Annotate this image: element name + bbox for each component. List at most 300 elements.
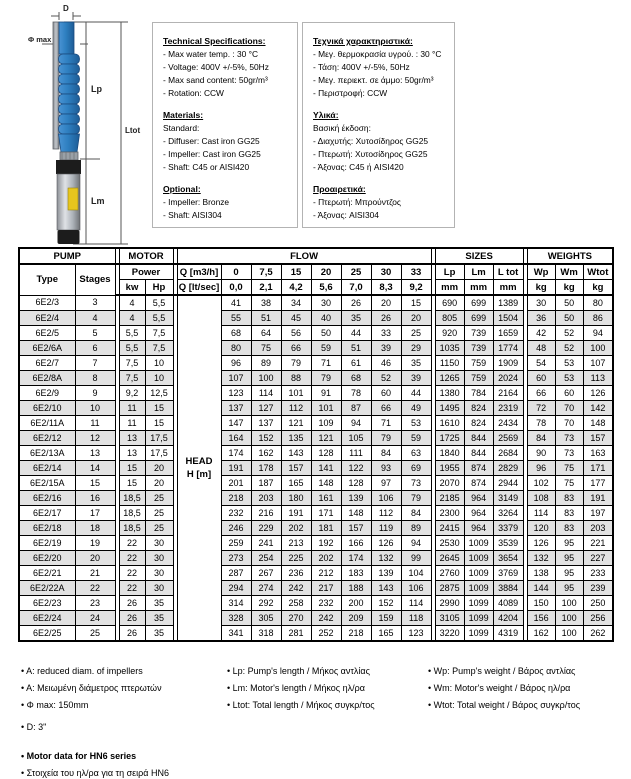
weight-value-cell: 53: [555, 371, 583, 386]
head-value-cell: 141: [311, 461, 341, 476]
kw-cell: 11: [119, 401, 145, 416]
weight-value-cell: 250: [583, 596, 613, 611]
head-value-cell: 29: [401, 341, 431, 356]
head-value-cell: 105: [341, 431, 371, 446]
spec-line: - Max water temp. : 30 °C: [163, 49, 259, 59]
weight-value-cell: 83: [555, 506, 583, 521]
spec-line: - Άξονας: AISI304: [313, 210, 379, 220]
head-value-cell: 101: [281, 386, 311, 401]
head-value-cell: 107: [221, 371, 251, 386]
head-value-cell: 41: [221, 295, 251, 311]
section-gap: [173, 596, 177, 611]
head-value-cell: 34: [281, 295, 311, 311]
weight-value-cell: 94: [583, 326, 613, 341]
size-value-cell: 874: [464, 461, 493, 476]
footnote-item: • Wp: Pump's weight / Βάρος αντλίας: [428, 663, 580, 680]
head-value-cell: 100: [251, 371, 281, 386]
size-value-cell: 2944: [493, 476, 523, 491]
weight-value-cell: 233: [583, 566, 613, 581]
pump-type-cell: 6E2/22A: [19, 581, 75, 596]
hp-cell: 25: [145, 521, 173, 536]
size-value-cell: 3105: [435, 611, 464, 626]
weight-value-cell: 90: [527, 446, 555, 461]
weight-value-cell: 108: [527, 491, 555, 506]
head-value-cell: 119: [371, 521, 401, 536]
head-value-cell: 164: [221, 431, 251, 446]
head-value-cell: 143: [281, 446, 311, 461]
technical-specs-box-en: [152, 22, 298, 228]
size-value-cell: 3379: [493, 521, 523, 536]
flow-ltsec-label: Q [lt/sec]: [177, 280, 221, 296]
table-row: [19, 476, 613, 491]
hp-cell: 5,5: [145, 311, 173, 326]
hp-cell: 5,5: [145, 295, 173, 311]
spec-line: - Max sand content: 50gr/m³: [163, 75, 268, 85]
weight-value-cell: 138: [527, 566, 555, 581]
size-value-cell: 964: [464, 491, 493, 506]
head-value-cell: 180: [281, 491, 311, 506]
footnote-item: • Στοιχεία του ηλ/ρα για τη σειρά HN6: [21, 765, 169, 779]
pump-type-cell: 6E2/11A: [19, 416, 75, 431]
section-gap: [173, 551, 177, 566]
table-row: [19, 326, 613, 341]
kw-cell: 15: [119, 461, 145, 476]
head-value-cell: 213: [281, 536, 311, 551]
head-value-cell: 232: [221, 506, 251, 521]
size-value-cell: 1099: [464, 596, 493, 611]
size-value-cell: 1725: [435, 431, 464, 446]
head-value-cell: 87: [341, 401, 371, 416]
size-value-cell: 1380: [435, 386, 464, 401]
spec-line: - Διαχυτής: Χυτοσίδηρος GG25: [313, 136, 429, 146]
pump-diagram: [28, 2, 160, 248]
weight-value-cell: 177: [583, 476, 613, 491]
stages-cell: 14: [75, 461, 115, 476]
head-value-cell: 305: [251, 611, 281, 626]
section-gap: [173, 581, 177, 596]
spec-block: [163, 35, 289, 100]
size-value-cell: 1009: [464, 536, 493, 551]
weight-value-cell: 113: [583, 371, 613, 386]
spec-line: - Impeller: Cast iron GG25: [163, 149, 261, 159]
head-value-cell: 35: [341, 311, 371, 326]
head-value-cell: 126: [371, 536, 401, 551]
pump-type-cell: 6E2/14: [19, 461, 75, 476]
head-value-cell: 40: [311, 311, 341, 326]
head-value-cell: 181: [311, 521, 341, 536]
col-power-header: Power: [119, 264, 173, 280]
head-value-cell: 45: [281, 311, 311, 326]
kw-cell: 5,5: [119, 326, 145, 341]
dim-lp-label: Lp: [91, 84, 102, 94]
hp-cell: 7,5: [145, 341, 173, 356]
flow-ltsec-value: 0,0: [221, 280, 251, 296]
kw-cell: 22: [119, 581, 145, 596]
table-row: [19, 295, 613, 311]
head-value-cell: 201: [221, 476, 251, 491]
size-value-cell: 759: [464, 356, 493, 371]
table-row: [19, 521, 613, 536]
spec-block: [163, 183, 289, 222]
stages-cell: 24: [75, 611, 115, 626]
size-value-cell: 2070: [435, 476, 464, 491]
section-gap: [173, 356, 177, 371]
size-value-cell: 874: [464, 476, 493, 491]
head-value-cell: 183: [341, 566, 371, 581]
weight-value-cell: 75: [555, 461, 583, 476]
kw-cell: 4: [119, 295, 145, 311]
col-stages-header: Stages: [75, 264, 115, 295]
head-value-cell: 59: [311, 341, 341, 356]
footnote-item: • Ltot: Total length / Μήκος συγκρ/τος: [227, 697, 375, 714]
weight-value-cell: 157: [583, 431, 613, 446]
weight-value-cell: 52: [555, 341, 583, 356]
head-value-cell: 26: [371, 311, 401, 326]
head-value-cell: 152: [371, 596, 401, 611]
spec-heading: Materials:: [163, 110, 204, 120]
weight-value-cell: 42: [527, 326, 555, 341]
hp-cell: 25: [145, 491, 173, 506]
head-value-cell: 217: [311, 581, 341, 596]
weight-value-cell: 75: [555, 476, 583, 491]
stages-cell: 12: [75, 431, 115, 446]
kw-cell: 18,5: [119, 506, 145, 521]
hp-cell: 30: [145, 581, 173, 596]
size-value-cell: 2645: [435, 551, 464, 566]
head-value-cell: 35: [401, 356, 431, 371]
head-value-cell: 93: [371, 461, 401, 476]
head-value-cell: 232: [311, 596, 341, 611]
head-value-cell: 122: [341, 461, 371, 476]
weight-value-cell: 171: [583, 461, 613, 476]
weight-value-cell: 262: [583, 626, 613, 642]
weight-value-cell: 84: [527, 431, 555, 446]
footnotes-lengths: [227, 663, 375, 714]
pump-type-cell: 6E2/9: [19, 386, 75, 401]
weight-value-cell: 95: [555, 536, 583, 551]
head-unit: H [m]: [186, 469, 212, 480]
head-value-cell: 187: [251, 476, 281, 491]
head-value-cell: 128: [341, 476, 371, 491]
section-gap: [173, 461, 177, 476]
stages-cell: 23: [75, 596, 115, 611]
head-value-cell: 152: [251, 431, 281, 446]
section-weights-header: WEIGHTS: [527, 248, 613, 264]
head-value-cell: 71: [311, 356, 341, 371]
size-value-cell: 1955: [435, 461, 464, 476]
col-hp-header: Hp: [145, 280, 173, 296]
head-value-cell: 294: [221, 581, 251, 596]
head-value-cell: 159: [371, 611, 401, 626]
size-value-cell: 1009: [464, 581, 493, 596]
cable-guard: [53, 22, 59, 149]
weight-value-cell: 54: [527, 356, 555, 371]
head-value-cell: 68: [341, 371, 371, 386]
technical-specs-box-gr: [302, 22, 455, 228]
head-value-cell: 60: [371, 386, 401, 401]
size-value-cell: 2300: [435, 506, 464, 521]
size-value-cell: 739: [464, 326, 493, 341]
head-value-cell: 89: [251, 356, 281, 371]
size-value-cell: 2415: [435, 521, 464, 536]
weight-value-cell: 50: [555, 295, 583, 311]
hp-cell: 17,5: [145, 446, 173, 461]
head-value-cell: 341: [221, 626, 251, 642]
size-value-cell: 1495: [435, 401, 464, 416]
head-value-cell: 50: [311, 326, 341, 341]
hp-cell: 10: [145, 371, 173, 386]
size-value-cell: 964: [464, 506, 493, 521]
weight-value-cell: 256: [583, 611, 613, 626]
flow-ltsec-value: 4,2: [281, 280, 311, 296]
spec-heading: Υλικά:: [313, 110, 339, 120]
weight-unit-header: kg: [555, 280, 583, 296]
head-value-cell: 225: [281, 551, 311, 566]
dim-d-label: D: [63, 4, 69, 13]
head-value-cell: 79: [371, 431, 401, 446]
pump-type-cell: 6E2/8A: [19, 371, 75, 386]
flow-m3h-value: 25: [341, 264, 371, 280]
pump-data-table: [18, 247, 614, 642]
section-gap: [173, 626, 177, 642]
stages-cell: 11: [75, 416, 115, 431]
section-gap: [173, 311, 177, 326]
head-value-cell: 59: [401, 431, 431, 446]
weight-value-cell: 73: [555, 446, 583, 461]
head-value-cell: 118: [401, 611, 431, 626]
footnote-item: • Motor data for HN6 series: [21, 748, 169, 765]
head-value-cell: 148: [311, 476, 341, 491]
head-value-cell: 51: [251, 311, 281, 326]
pump-type-cell: 6E2/25: [19, 626, 75, 642]
spec-subheading: Βασική έκδοση:: [313, 123, 371, 133]
head-value-cell: 68: [221, 326, 251, 341]
head-value-cell: 192: [311, 536, 341, 551]
pump-type-cell: 6E2/18: [19, 521, 75, 536]
head-value-cell: 270: [281, 611, 311, 626]
table-row: [19, 311, 613, 326]
head-value-cell: 328: [221, 611, 251, 626]
size-value-cell: 1659: [493, 326, 523, 341]
head-value-cell: 236: [281, 566, 311, 581]
head-value-cell: 318: [251, 626, 281, 642]
section-pump-header: PUMP: [19, 248, 115, 264]
flow-m3h-value: 0: [221, 264, 251, 280]
table-row: [19, 551, 613, 566]
head-value-cell: 20: [401, 311, 431, 326]
spec-line: - Πτερωτή: Μπρούντζος: [313, 197, 401, 207]
spec-block: [313, 183, 446, 222]
head-value-cell: 254: [251, 551, 281, 566]
stages-cell: 10: [75, 401, 115, 416]
spec-heading: Technical Specifications:: [163, 36, 266, 46]
weight-value-cell: 144: [527, 581, 555, 596]
weight-value-cell: 239: [583, 581, 613, 596]
stages-cell: 16: [75, 491, 115, 506]
flow-ltsec-value: 9,2: [401, 280, 431, 296]
head-value-cell: 148: [341, 506, 371, 521]
size-value-cell: 1150: [435, 356, 464, 371]
weight-value-cell: 162: [527, 626, 555, 642]
weight-value-cell: 142: [583, 401, 613, 416]
section-motor-header: MOTOR: [119, 248, 173, 264]
dim-phi-label: Φ max: [28, 35, 52, 44]
head-value-cell: 39: [371, 341, 401, 356]
head-value-cell: 44: [401, 386, 431, 401]
spec-line: - Shaft: C45 or AISI420: [163, 162, 250, 172]
kw-cell: 4: [119, 311, 145, 326]
head-value-cell: 84: [371, 446, 401, 461]
head-value-cell: 123: [401, 626, 431, 642]
size-value-cell: 964: [464, 521, 493, 536]
hp-cell: 35: [145, 626, 173, 642]
spec-line: - Περιστροφή: CCW: [313, 88, 388, 98]
weight-value-cell: 36: [527, 311, 555, 326]
section-gap: [173, 566, 177, 581]
weight-value-cell: 120: [527, 521, 555, 536]
head-value-cell: 64: [251, 326, 281, 341]
head-value-cell: 121: [281, 416, 311, 431]
head-value-cell: 174: [221, 446, 251, 461]
size-value-cell: 1099: [464, 626, 493, 642]
footnote-item: • Α: Μειωμένη διάμετρος πτερωτών: [21, 680, 162, 697]
weight-value-cell: 100: [555, 611, 583, 626]
hp-cell: 30: [145, 536, 173, 551]
size-value-cell: 3884: [493, 581, 523, 596]
weight-value-cell: 83: [555, 491, 583, 506]
pump-type-cell: 6E2/5: [19, 326, 75, 341]
size-value-cell: 844: [464, 431, 493, 446]
size-value-cell: 2434: [493, 416, 523, 431]
weight-value-cell: 126: [527, 536, 555, 551]
size-value-cell: 1610: [435, 416, 464, 431]
flow-m3h-value: 15: [281, 264, 311, 280]
head-value-cell: 127: [251, 401, 281, 416]
head-value-cell: 121: [311, 431, 341, 446]
size-value-cell: 1909: [493, 356, 523, 371]
weight-value-cell: 80: [583, 295, 613, 311]
section-gap: [173, 401, 177, 416]
footnote-item: • Wtot: Total weight / Βάρος συγκρ/τος: [428, 697, 580, 714]
spec-line: - Πτερωτή: Χυτοσίδηρος GG25: [313, 149, 428, 159]
table-row: [19, 356, 613, 371]
weight-value-cell: 50: [555, 311, 583, 326]
head-value-cell: 97: [371, 476, 401, 491]
kw-cell: 26: [119, 626, 145, 642]
size-value-cell: 1009: [464, 551, 493, 566]
table-row: [19, 491, 613, 506]
size-value-cell: 3264: [493, 506, 523, 521]
head-label: HEAD: [185, 456, 213, 467]
stages-cell: 13: [75, 446, 115, 461]
head-value-cell: 25: [401, 326, 431, 341]
flow-ltsec-value: 5,6: [311, 280, 341, 296]
head-value-cell: 114: [401, 596, 431, 611]
hp-cell: 30: [145, 551, 173, 566]
spec-line: - Diffuser: Cast iron GG25: [163, 136, 260, 146]
weight-value-cell: 83: [555, 521, 583, 536]
head-value-cell: 73: [401, 476, 431, 491]
section-gap: [173, 476, 177, 491]
size-value-cell: 2569: [493, 431, 523, 446]
head-value-cell: 267: [251, 566, 281, 581]
head-value-cell: 157: [341, 521, 371, 536]
head-value-cell: 287: [221, 566, 251, 581]
head-value-cell: 246: [221, 521, 251, 536]
head-value-cell: 99: [401, 551, 431, 566]
head-value-cell: 123: [221, 386, 251, 401]
section-gap: [173, 371, 177, 386]
head-merged-cell: [177, 295, 221, 641]
size-col-header: Lp: [435, 264, 464, 280]
kw-cell: 18,5: [119, 521, 145, 536]
hp-cell: 15: [145, 401, 173, 416]
hp-cell: 20: [145, 476, 173, 491]
pump-type-cell: 6E2/10: [19, 401, 75, 416]
head-value-cell: 203: [251, 491, 281, 506]
motor-assembly: [56, 152, 81, 244]
size-value-cell: 759: [464, 371, 493, 386]
head-value-cell: 274: [251, 581, 281, 596]
table-row: [19, 401, 613, 416]
weight-unit-header: kg: [527, 280, 555, 296]
size-value-cell: 4204: [493, 611, 523, 626]
size-value-cell: 1265: [435, 371, 464, 386]
head-value-cell: 202: [311, 551, 341, 566]
head-value-cell: 39: [401, 371, 431, 386]
pump-body: [59, 22, 80, 152]
spec-heading: Προαιρετικά:: [313, 184, 366, 194]
weight-value-cell: 227: [583, 551, 613, 566]
head-value-cell: 165: [281, 476, 311, 491]
head-value-cell: 292: [251, 596, 281, 611]
size-value-cell: 699: [464, 311, 493, 326]
flow-m3h-value: 33: [401, 264, 431, 280]
weight-value-cell: 66: [527, 386, 555, 401]
section-gap: [173, 491, 177, 506]
weight-value-cell: 60: [527, 371, 555, 386]
head-value-cell: 55: [221, 311, 251, 326]
head-value-cell: 161: [311, 491, 341, 506]
weight-value-cell: 95: [555, 581, 583, 596]
size-value-cell: 4319: [493, 626, 523, 642]
table-row: [19, 506, 613, 521]
pump-type-cell: 6E2/4: [19, 311, 75, 326]
head-value-cell: 101: [311, 401, 341, 416]
head-value-cell: 71: [371, 416, 401, 431]
head-value-cell: 80: [221, 341, 251, 356]
stages-cell: 17: [75, 506, 115, 521]
hp-cell: 25: [145, 506, 173, 521]
head-value-cell: 259: [221, 536, 251, 551]
head-value-cell: 84: [401, 506, 431, 521]
size-value-cell: 2319: [493, 401, 523, 416]
kw-cell: 7,5: [119, 356, 145, 371]
head-value-cell: 178: [251, 461, 281, 476]
weight-value-cell: 95: [555, 566, 583, 581]
weight-value-cell: 148: [583, 416, 613, 431]
kw-cell: 11: [119, 416, 145, 431]
head-value-cell: 166: [341, 536, 371, 551]
size-value-cell: 2530: [435, 536, 464, 551]
section-flow-header: FLOW: [177, 248, 431, 264]
spec-block: [313, 109, 446, 174]
pump-type-cell: 6E2/6A: [19, 341, 75, 356]
weight-value-cell: 102: [527, 476, 555, 491]
head-value-cell: 56: [281, 326, 311, 341]
size-value-cell: 1099: [464, 611, 493, 626]
stages-cell: 4: [75, 311, 115, 326]
